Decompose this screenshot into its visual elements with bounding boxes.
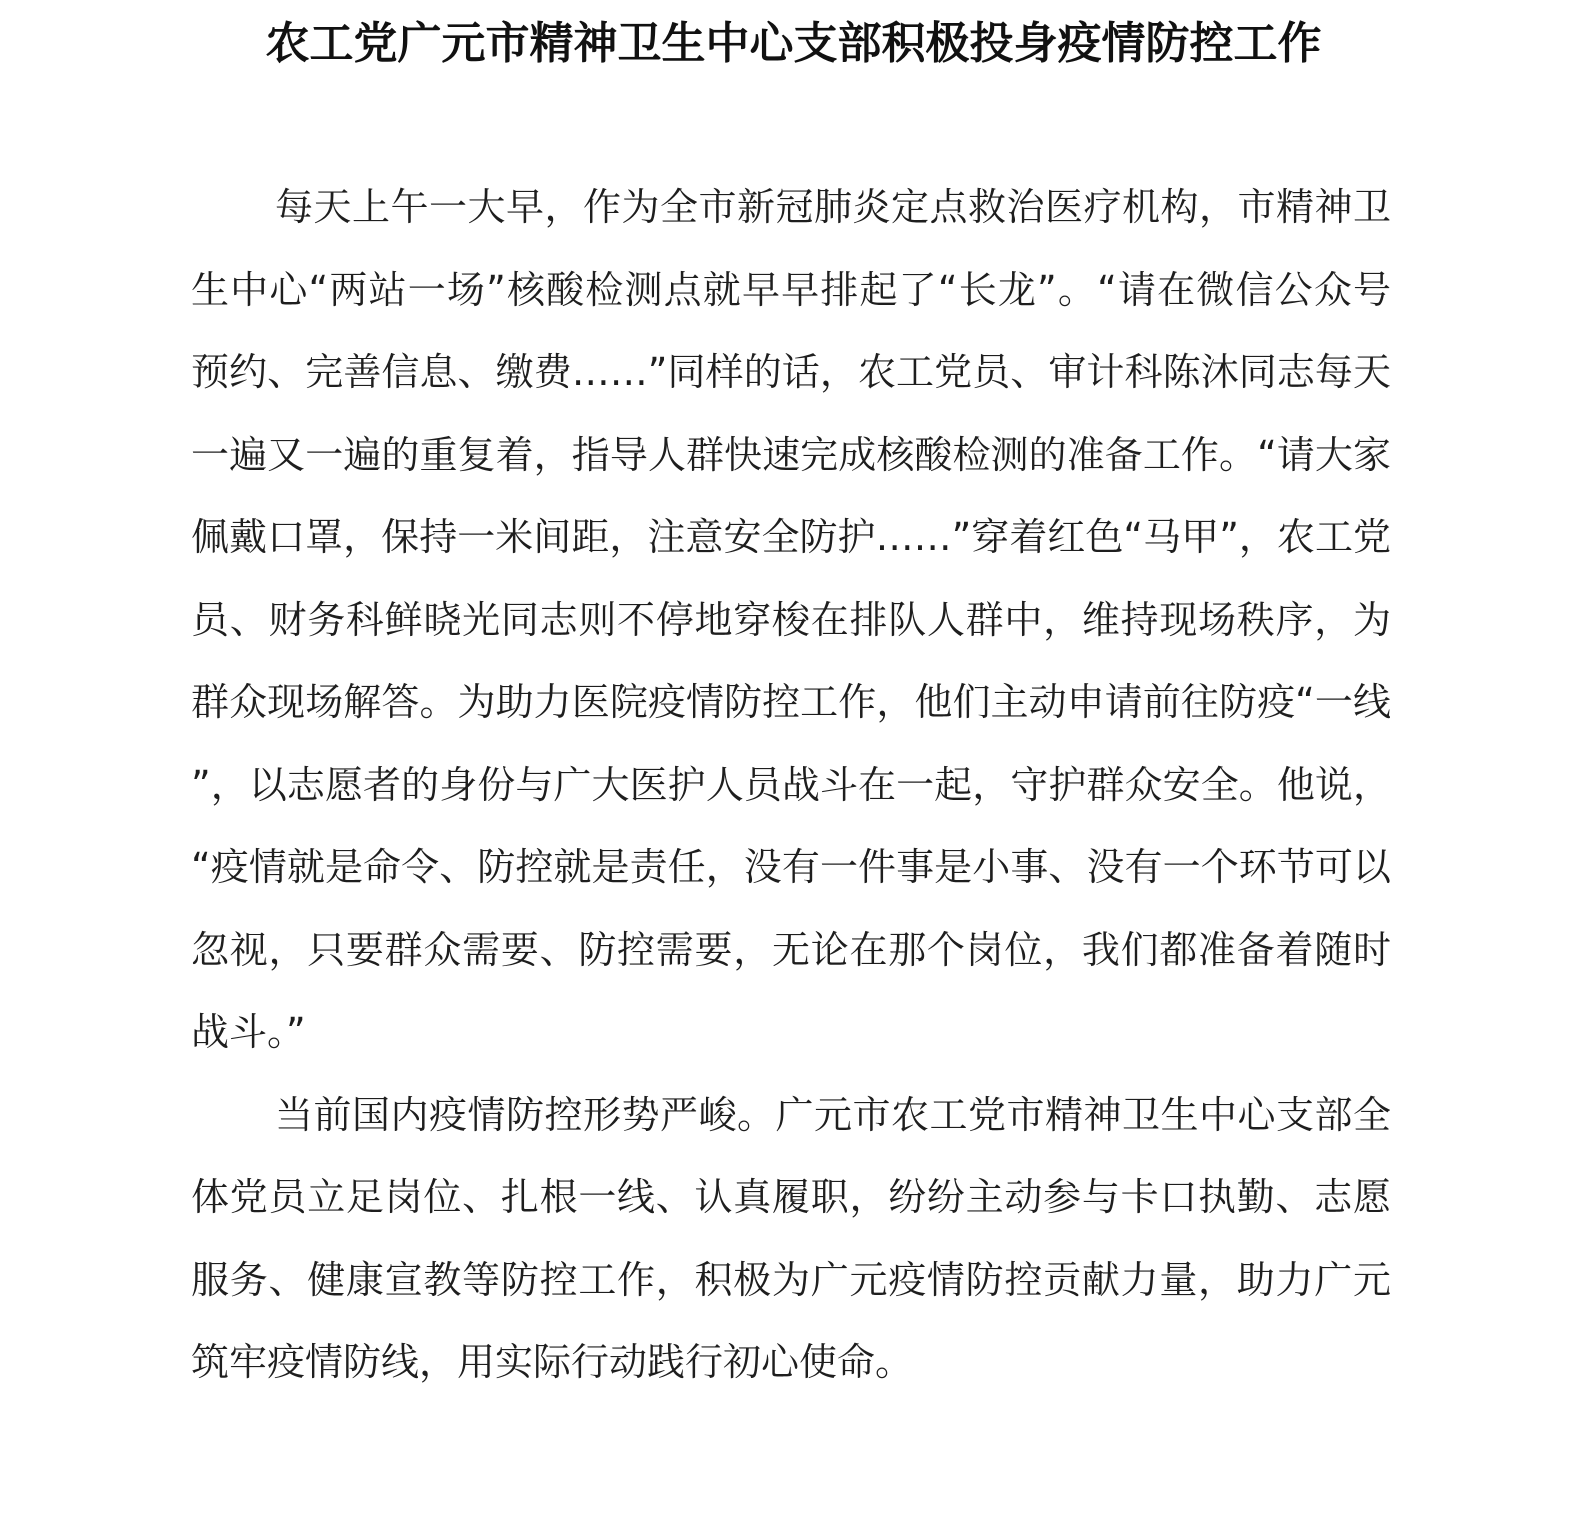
- document-body: [191, 166, 1391, 1404]
- paragraph-1: 每天上午一大早，作为全市新冠肺炎定点救治医疗机构，市精神卫生中心“两站一场”核酸检测点就早早排起了“长龙”。“请在微信公众号预约、完善信息、缴费……”同样的话，农工党员、审计科陈沐同志每天一遍又一遍的重复着，指导人群快速完成核酸检测的准备工作。“请大家佩戴口罩，保持一米间距，注意安全防护……”穿着红色“马甲”，农工党员、财务科鲜晓光同志则不停地穿梭在排队人群中，维持现场秩序，为群众现场解答。为助力医院疫情防控工作，他们主动申请前往防疫“一线”，以志愿者的身份与广大医护人员战斗在一起，守护群众安全。他说，“疫情就是命令、防控就是责任，没有一件事是小事、没有一个环节可以忽视，只要群众需要、防控需要，无论在那个岗位，我们都准备着随时战斗。”: [191, 185, 1391, 1054]
- document-title: 农工党广元市精神卫生中心支部积极投身疫情防控工作: [265, 18, 1322, 69]
- paragraph-2: 当前国内疫情防控形势严峻。广元市农工党市精神卫生中心支部全体党员立足岗位、扎根一线、认真履职，纷纷主动参与卡口执勤、志愿服务、健康宣教等防控工作，积极为广元疫情防控贡献力量，助力广元筑牢疫情防线，用实际行动践行初心使命。: [191, 1092, 1391, 1384]
